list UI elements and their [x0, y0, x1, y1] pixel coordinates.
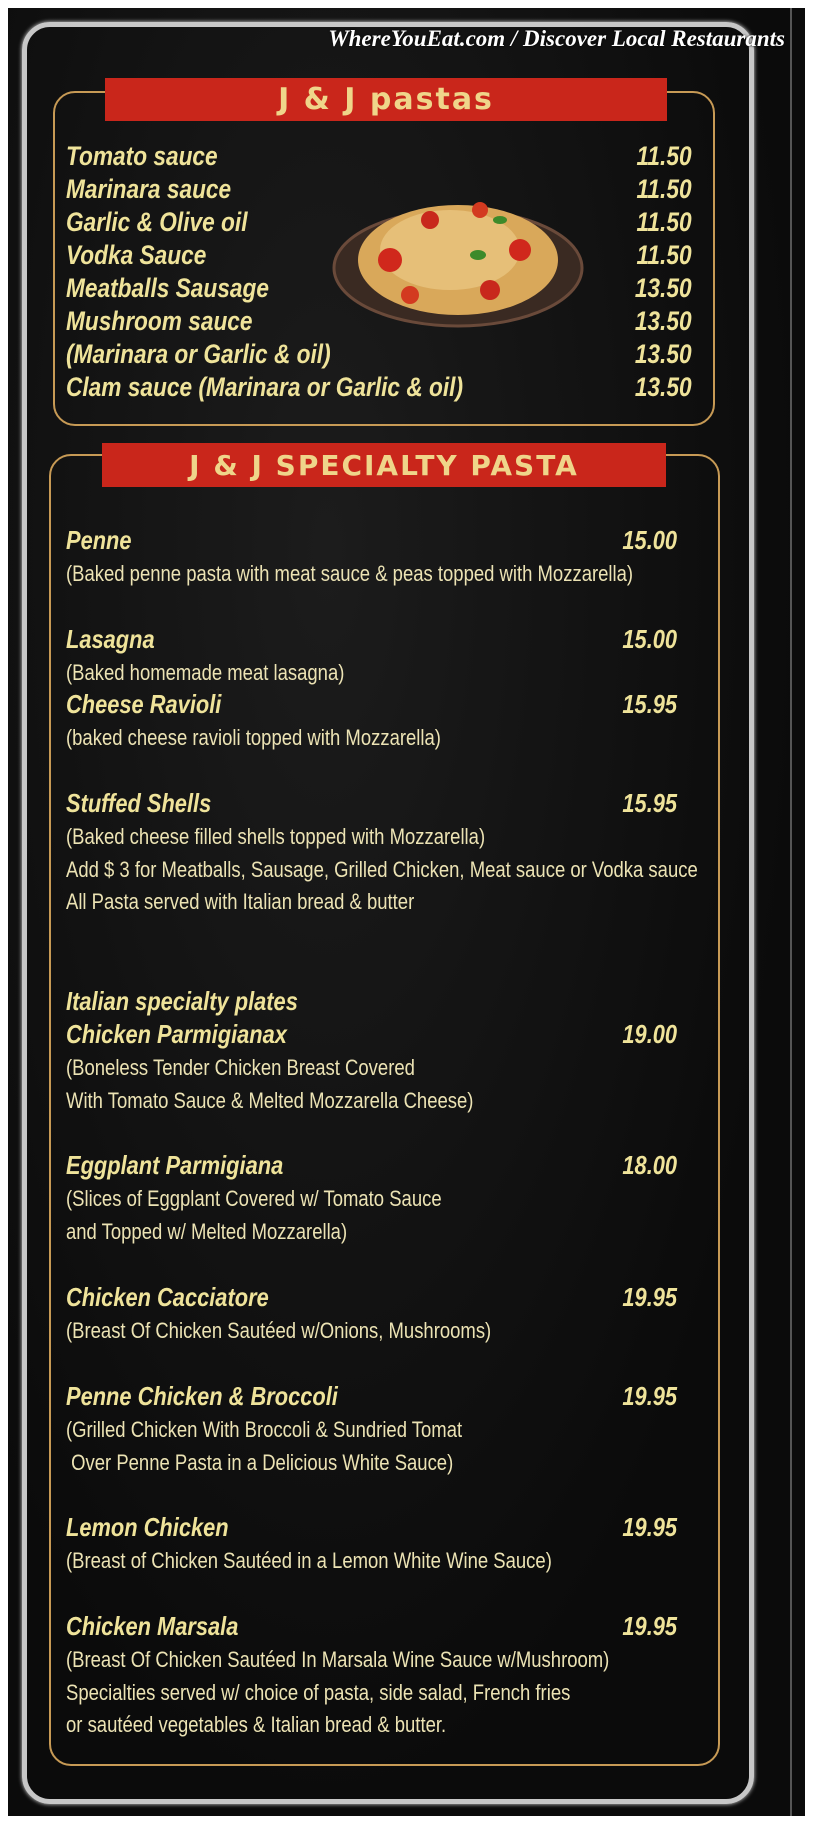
- menu-item-description: (baked cheese ravioli topped with Mozzarella): [66, 725, 441, 750]
- menu-item-price: 13.50: [635, 339, 692, 369]
- menu-item-description: All Pasta served with Italian bread & butter: [66, 889, 415, 915]
- menu-item-description: or sautéed vegetables & Italian bread & butter.: [66, 1712, 447, 1738]
- menu-item-name: Penne Chicken & Broccoli: [66, 1381, 338, 1411]
- menu-item-price: 19.00: [622, 1019, 677, 1049]
- menu-item-name: Stuffed Shells: [66, 788, 212, 818]
- specialty-banner: J & J SPECIALTY PASTA: [102, 443, 666, 487]
- menu-item-price: 18.00: [622, 1150, 677, 1180]
- page-fold-line: [790, 8, 792, 1816]
- menu-item-price: 11.50: [636, 207, 692, 237]
- menu-item-description: (Baked cheese filled shells topped with Mozzarella): [66, 824, 486, 849]
- menu-item-description: (Grilled Chicken With Broccoli & Sundried Tomat: [66, 1417, 463, 1442]
- menu-item-description: Add $ 3 for Meatballs, Sausage, Grilled Chicken, Meat sauce or Vodka sauce: [66, 856, 698, 882]
- menu-item-name: Tomato sauce: [66, 141, 218, 171]
- menu-item-price: 11.50: [636, 141, 692, 171]
- menu-item-name: Vodka Sauce: [66, 240, 207, 270]
- menu-item-name: Penne: [66, 525, 132, 555]
- menu-item-description: Over Penne Pasta in a Delicious White Sauce): [66, 1449, 454, 1475]
- menu-item-price: 11.50: [636, 174, 692, 204]
- menu-item-description: (Boneless Tender Chicken Breast Covered: [66, 1055, 415, 1080]
- menu-item-description: (Baked homemade meat lasagna): [66, 660, 345, 685]
- menu-item-name: Meatballs Sausage: [66, 273, 269, 303]
- menu-item-description: (Slices of Eggplant Covered w/ Tomato Sauce: [66, 1186, 442, 1211]
- menu-item-price: 15.00: [622, 624, 677, 654]
- menu-item-name: Chicken Cacciatore: [66, 1282, 269, 1312]
- menu-item-price: 15.95: [622, 788, 677, 818]
- menu-item-price: 19.95: [622, 1381, 677, 1411]
- menu-item-name: (Marinara or Garlic & oil): [66, 339, 331, 369]
- menu-item-description: (Breast Of Chicken Sautéed In Marsala Wine Sauce w/Mushroom): [66, 1647, 610, 1672]
- menu-item-price: 13.50: [635, 306, 692, 336]
- menu-item-price: 19.95: [622, 1611, 677, 1641]
- menu-item-name: Lasagna: [66, 624, 155, 654]
- menu-item-price: 11.50: [636, 240, 692, 270]
- menu-item-name: Cheese Ravioli: [66, 689, 222, 719]
- menu-item-name: Chicken Parmigianax: [66, 1019, 287, 1049]
- menu-item-description: (Breast of Chicken Sautéed in a Lemon White Wine Sauce): [66, 1548, 552, 1573]
- menu-item-name: Mushroom sauce: [66, 306, 253, 336]
- menu-item-price: 19.95: [622, 1512, 677, 1542]
- menu-item-price: 15.95: [622, 689, 677, 719]
- menu-item-description: (Baked penne pasta with meat sauce & peas topped with Mozzarella): [66, 561, 634, 586]
- menu-item-name: Marinara sauce: [66, 174, 232, 204]
- watermark: WhereYouEat.com / Discover Local Restaurants: [328, 26, 785, 51]
- menu-item-description: Specialties served w/ choice of pasta, side salad, French fries: [66, 1679, 571, 1705]
- menu-item-name: Clam sauce (Marinara or Garlic & oil): [66, 372, 464, 402]
- menu-item-description: With Tomato Sauce & Melted Mozzarella Cheese): [66, 1087, 474, 1113]
- plates-heading: Italian specialty plates: [66, 986, 298, 1016]
- menu-item-price: 13.50: [635, 273, 692, 303]
- menu-item-price: 15.00: [622, 525, 677, 555]
- menu-item-name: Chicken Marsala: [66, 1611, 239, 1641]
- menu-item-name: Eggplant Parmigiana: [66, 1150, 284, 1180]
- pastas-banner: J & J pastas: [105, 78, 667, 121]
- pasta-dish-image: [330, 180, 585, 330]
- menu-item-price: 13.50: [635, 372, 692, 402]
- menu-item-description: (Breast Of Chicken Sautéed w/Onions, Mushrooms): [66, 1318, 492, 1343]
- menu-item-price: 19.95: [622, 1282, 677, 1312]
- menu-item-name: Garlic & Olive oil: [66, 207, 248, 237]
- menu-item-name: Lemon Chicken: [66, 1512, 229, 1542]
- menu-item-description: and Topped w/ Melted Mozzarella): [66, 1218, 348, 1244]
